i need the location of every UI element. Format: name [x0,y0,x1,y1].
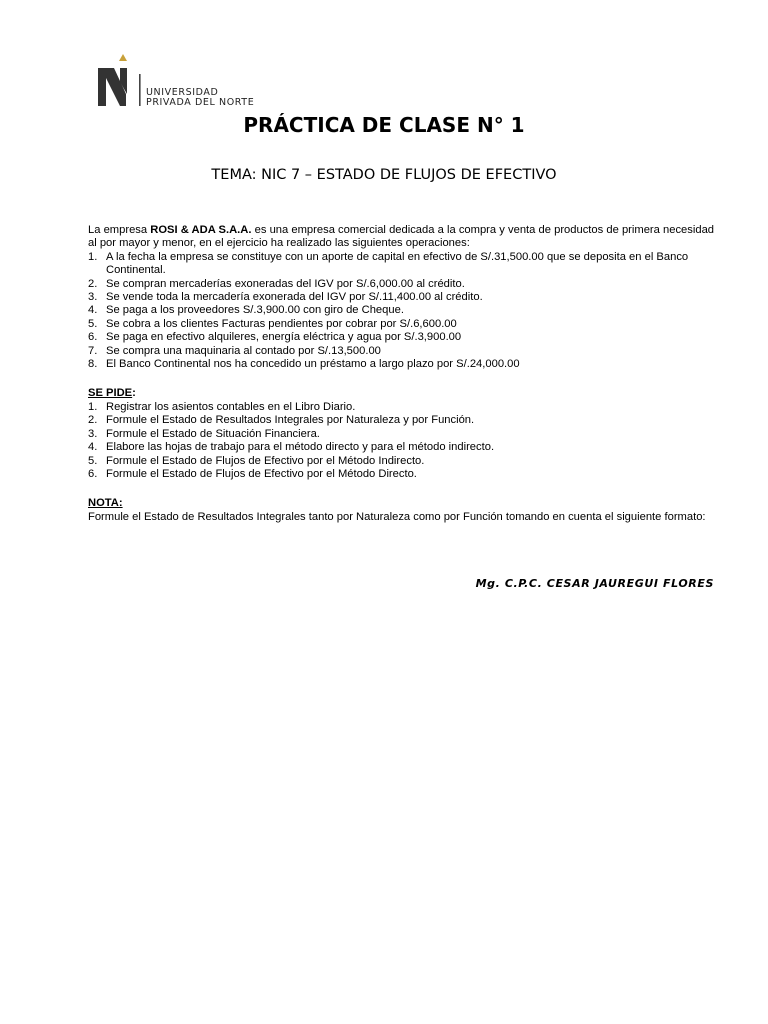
list-item [88,358,714,371]
list-item [88,304,714,317]
list-item [88,455,714,468]
se-pide-colon: : [132,387,136,400]
list-number: 1. [88,250,98,263]
list-number: 3. [88,427,98,440]
list-text: Se vende toda la mercadería exonerada del IGV por S/.11,400.00 al crédito. [106,291,483,304]
list-number: 6. [88,331,98,344]
intro-prefix: La empresa [88,224,151,236]
list-text: Se cobra a los clientes Facturas pendientes por cobrar por S/.6,600.00 [106,317,457,330]
intro-paragraph [88,224,714,251]
list-item [88,318,714,331]
list-text: Registrar los asientos contables en el Libro Diario. [106,400,356,413]
list-text: Formule el Estado de Situación Financiera. [106,427,320,440]
list-text: Se compra una maquinaria al contado por S/.13,500.00 [106,344,381,357]
list-text: El Banco Continental nos ha concedido un préstamo a largo plazo por S/.24,000.00 [106,358,520,371]
list-text: Formule el Estado de Flujos de Efectivo por el Método Directo. [106,467,417,480]
list-item [88,251,714,278]
se-pide-list [88,401,714,481]
list-item [88,414,714,427]
se-pide-label: SE PIDE [88,387,133,400]
list-item [88,331,714,344]
intro-suffix: es una empresa comercial dedicada a la compra y venta de productos de primera necesidad al por mayor y menor, en el ejercicio ha realizado las siguientes operaciones: [88,224,715,250]
list-text: A la fecha la empresa se constituye con un aporte de capital en efectivo de S/.31,500.00 que se deposita en el Banco Continental. [106,250,689,277]
list-number: 4. [88,441,98,454]
list-item [88,291,714,304]
nota-heading: NOTA: [88,497,123,510]
list-item [88,401,714,414]
list-text: Formule el Estado de Flujos de Efectivo por el Método Indirecto. [106,454,425,467]
company-name: ROSI & ADA S.A.A. [150,224,252,236]
list-item [88,441,714,454]
list-number: 3. [88,291,98,304]
list-text: Se paga en efectivo alquileres, energía eléctrica y agua por S/.3,900.00 [106,331,462,344]
document-body [88,224,714,524]
list-number: 5. [88,454,98,467]
list-number: 2. [88,277,98,290]
list-item [88,428,714,441]
logo-line-private: PRIVADA DEL NORTE [146,97,255,108]
page-title: PRÁCTICA DE CLASE N° 1 [243,113,525,137]
list-text: Se compran mercaderías exoneradas del IGV por S/.6,000.00 al crédito. [106,277,465,290]
list-text: Formule el Estado de Resultados Integrales por Naturaleza y por Función. [106,414,475,427]
list-number: 5. [88,317,98,330]
list-number: 7. [88,344,98,357]
signature: Mg. C.P.C. CESAR JAUREGUI FLORES [475,577,714,590]
list-text: Se paga a los proveedores S/.3,900.00 con giro de Cheque. [106,304,404,317]
list-number: 1. [88,400,98,413]
logo-text [146,88,254,108]
list-number: 8. [88,358,98,371]
list-number: 6. [88,467,98,480]
logo-line-university: UNIVERSIDAD [146,87,219,98]
list-number: 4. [88,304,98,317]
se-pide-heading [88,387,714,400]
list-item [88,278,714,291]
operations-list [88,251,714,372]
nota-text: Formule el Estado de Resultados Integrales tanto por Naturaleza como por Función tomando en cuenta el siguiente formato: [88,510,706,523]
list-number: 2. [88,414,98,427]
list-item [88,468,714,481]
list-item [88,345,714,358]
page-subtitle: TEMA: NIC 7 – ESTADO DE FLUJOS DE EFECTIVO [211,167,557,183]
list-text: Elabore las hojas de trabajo para el método directo y para el método indirecto. [106,441,495,454]
